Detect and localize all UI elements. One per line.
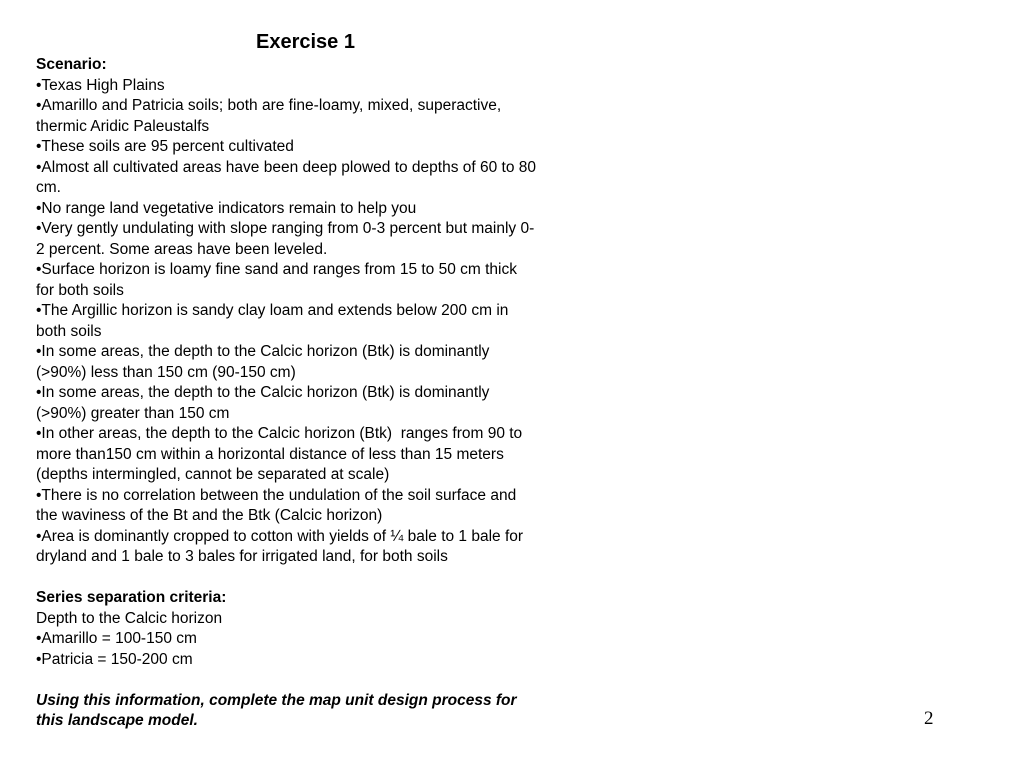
scenario-heading: Scenario: bbox=[36, 56, 107, 73]
scenario-line: (depths intermingled, cannot be separated at scale) bbox=[36, 466, 390, 483]
blank-line bbox=[36, 568, 592, 589]
blank-line bbox=[36, 670, 592, 691]
page-title: Exercise 1 bbox=[256, 31, 355, 53]
scenario-line: •In some areas, the depth to the Calcic horizon (Btk) is dominantly bbox=[36, 384, 490, 401]
scenario-line: the waviness of the Bt and the Btk (Calcic horizon) bbox=[36, 507, 383, 524]
scenario-line: cm. bbox=[36, 179, 61, 196]
scenario-line: •No range land vegetative indicators remain to help you bbox=[36, 199, 417, 217]
scenario-line: dryland and 1 bale to 3 bales for irrigated land, for both soils bbox=[36, 548, 448, 565]
scenario-line: •These soils are 95 percent cultivated bbox=[36, 138, 294, 155]
instruction-line: this landscape model. bbox=[36, 712, 198, 729]
slide-content bbox=[36, 55, 592, 732]
scenario-line: •Surface horizon is loamy fine sand and ranges from 15 to 50 cm thick bbox=[36, 261, 517, 278]
scenario-line: •In some areas, the depth to the Calcic horizon (Btk) is dominantly bbox=[36, 343, 490, 360]
criteria-item-patricia: •Patricia = 150-200 cm bbox=[36, 650, 193, 668]
scenario-line: both soils bbox=[36, 322, 102, 340]
scenario-line: for both soils bbox=[36, 281, 124, 299]
scenario-line: •In other areas, the depth to the Calcic horizon (Btk) ranges from 90 to bbox=[36, 425, 523, 442]
scenario-line: (>90%) greater than 150 cm bbox=[36, 404, 230, 422]
scenario-line: •Area is dominantly cropped to cotton with yields of ¼ bale to 1 bale for bbox=[36, 527, 524, 545]
criteria-heading: Series separation criteria: bbox=[36, 589, 227, 606]
scenario-line: •Texas High Plains bbox=[36, 76, 165, 94]
scenario-line: (>90%) less than 150 cm (90-150 cm) bbox=[36, 363, 296, 381]
scenario-line: •Almost all cultivated areas have been deep plowed to depths of 60 to 80 bbox=[36, 158, 537, 176]
scenario-line: •Very gently undulating with slope ranging from 0-3 percent but mainly 0- bbox=[36, 220, 535, 237]
instruction-line: Using this information, complete the map unit design process for bbox=[36, 691, 517, 709]
scenario-line: thermic Aridic Paleustalfs bbox=[36, 117, 210, 135]
scenario-line: 2 percent. Some areas have been leveled. bbox=[36, 240, 328, 258]
scenario-line: more than150 cm within a horizontal distance of less than 15 meters bbox=[36, 445, 504, 463]
scenario-line: •Amarillo and Patricia soils; both are fine-loamy, mixed, superactive, bbox=[36, 97, 502, 114]
page-number: 2 bbox=[924, 708, 934, 729]
criteria-subheading: Depth to the Calcic horizon bbox=[36, 609, 223, 627]
scenario-line: •There is no correlation between the undulation of the soil surface and bbox=[36, 486, 517, 504]
criteria-item-amarillo: •Amarillo = 100-150 cm bbox=[36, 630, 197, 647]
scenario-line: •The Argillic horizon is sandy clay loam and extends below 200 cm in bbox=[36, 302, 509, 319]
scenario-list bbox=[36, 76, 592, 568]
